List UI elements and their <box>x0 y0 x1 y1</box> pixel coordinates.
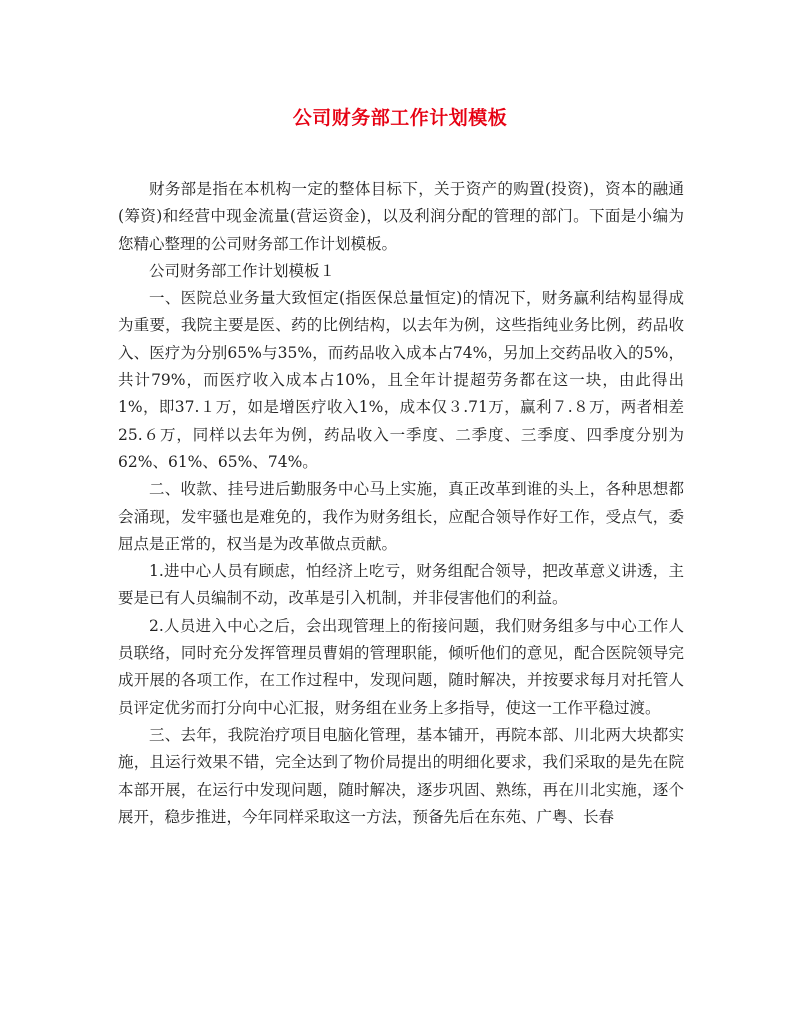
paragraph-section-1: 一、医院总业务量大致恒定(指医保总量恒定)的情况下，财务赢利结构显得成为重要，我院主要是医、药的比例结构，以去年为例，这些指纯业务比例，药品收入、医疗为分别65%与35%，而药品收入成本占74%，另加上交药品收入的5%，共计79%，而医疗收入成本占10%，且全年计提超劳务都在这一块，由此得出1%，即37.１万，如是增医疗收入1%，成本仅３.71万，赢利７.８万，两者相差25.６万，同样以去年为例，药品收入一季度、二季度、三季度、四季度分别为62%、61%、65%、74%。 <box>118 289 684 471</box>
document-body <box>118 176 684 831</box>
intro-paragraph: 财务部是指在本机构一定的整体目标下，关于资产的购置(投资)，资本的融通(筹资)和经营中现金流量(营运资金)，以及利润分配的管理的部门。下面是小编为您精心整理的公司财务部工作计划模板。 <box>118 180 684 253</box>
paragraph-item-1: 1.进中心人员有顾虑，怕经济上吃亏，财务组配合领导，把改革意义讲透，主要是已有人员编制不动，改革是引入机制，并非侵害他们的利益。 <box>118 562 684 608</box>
paragraph-section-2: 二、收款、挂号进后勤服务中心马上实施，真正改革到谁的头上，各种思想都会涌现，发牢骚也是难免的，我作为财务组长，应配合领导作好工作，受点气，委屈点是正常的，权当是为改革做点贡献。 <box>118 480 684 553</box>
paragraph-item-2: 2.人员进入中心之后，会出现管理上的衔接问题，我们财务组多与中心工作人员联络，同时充分发挥管理员曹娟的管理职能，倾听他们的意见，配合医院领导完成开展的各项工作，在工作过程中，发现问题，随时解决，并按要求每月对托管人员评定优劣而打分向中心汇报，财务组在业务上多指导，使这一工作平稳过渡。 <box>118 616 684 717</box>
document-title: 公司财务部工作计划模板 <box>292 107 508 129</box>
paragraph-section-3: 三、去年，我院治疗项目电脑化管理，基本铺开，再院本部、川北两大块都实施，且运行效果不错，完全达到了物价局提出的明细化要求，我们采取的是先在院本部开展，在运行中发现问题，随时解决，逐步巩固、熟练，再在川北实施，逐个展开，稳步推进，今年同样采取这一方法，预备先后在东苑、广粤、长春 <box>118 725 684 826</box>
section-heading: 公司财务部工作计划模板１ <box>149 261 336 280</box>
